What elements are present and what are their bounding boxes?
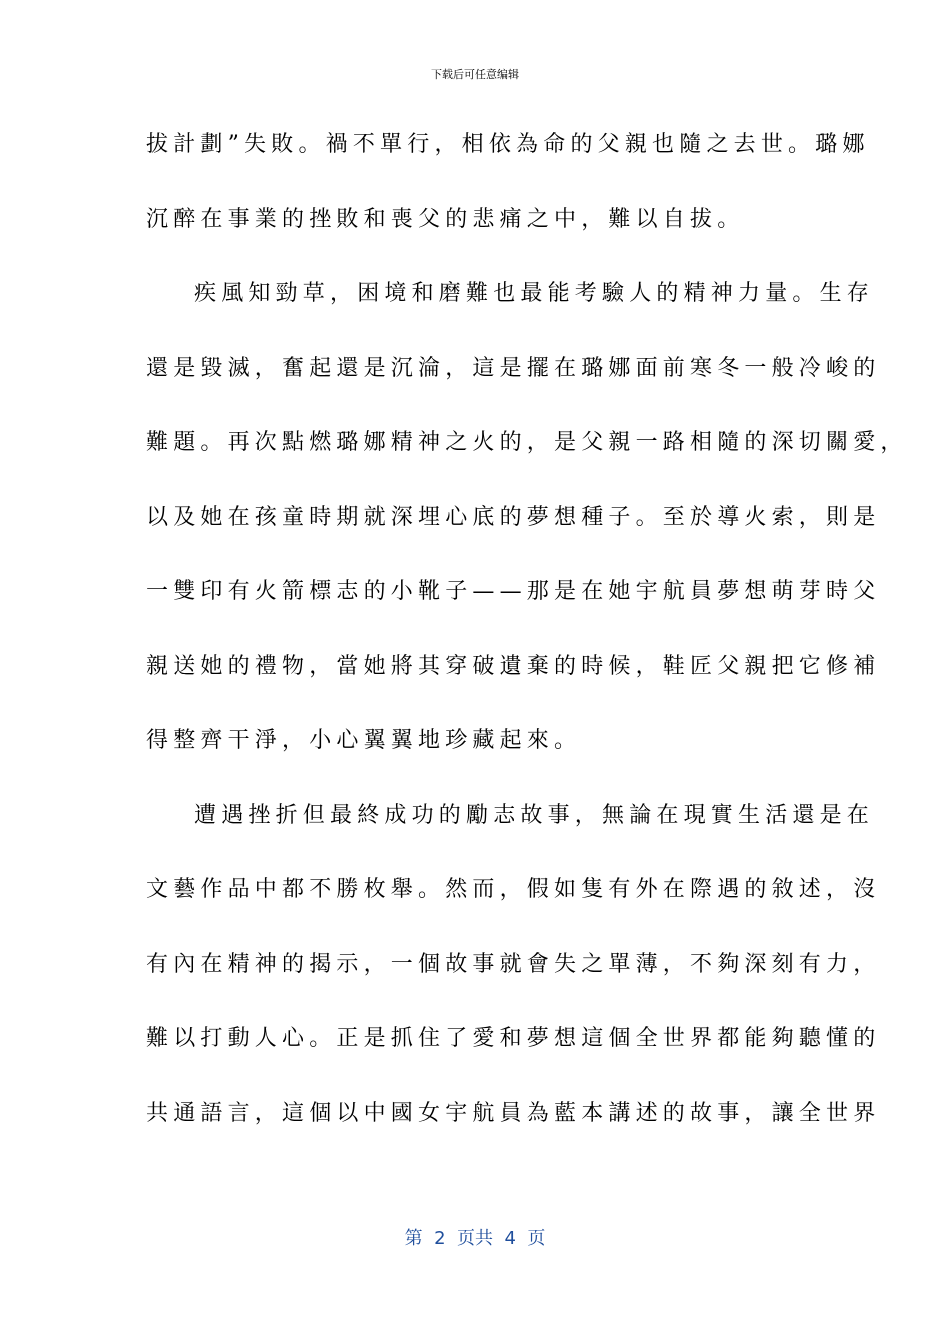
page-number-label: 第 2 页共 4 页 (404, 1228, 546, 1249)
page-header: 下载后可任意编辑 (431, 68, 519, 81)
text-line: 共通語言，這個以中國女宇航員為藍本講述的故事，讓全世界 (146, 1100, 881, 1126)
paragraph-start-line: 疾風知勁草，困境和磨難也最能考驗人的精神力量。生存 (194, 281, 875, 306)
text-line: 親送她的禮物，當她將其穿破遺棄的時候，鞋匠父親把它修補 (146, 653, 881, 679)
text-line: 難題。再次點燃璐娜精神之火的，是父親一路相隨的深切關愛， (146, 430, 908, 455)
text-line: 有內在精神的揭示，一個故事就會失之單薄，不夠深刻有力， (146, 951, 881, 977)
text-line: 以及她在孩童時期就深埋心底的夢想種子。至於導火索，則是 (146, 504, 881, 530)
text-line: 文藝作品中都不勝枚舉。然而，假如隻有外在際遇的敘述，沒 (146, 877, 881, 902)
text-line: 還是毀滅，奮起還是沉淪，這是擺在璐娜面前寒冬一般冷峻的 (146, 355, 881, 381)
text-line: 難以打動人心。正是抓住了愛和夢想這個全世界都能夠聽懂的 (146, 1026, 881, 1051)
text-line: 沉醉在事業的挫敗和喪父的悲痛之中，難以自拔。 (146, 206, 745, 232)
paragraph-start-line: 遭遇挫折但最終成功的勵志故事，無論在現實生活還是在 (194, 802, 875, 828)
text-line: 拔計劃”失敗。禍不單行，相依為命的父親也隨之去世。璐娜 (146, 132, 870, 157)
text-line: 一雙印有火箭標志的小靴子——那是在她宇航員夢想萌芽時父 (146, 579, 881, 604)
document-body (146, 120, 908, 1163)
page-footer (0, 1226, 950, 1252)
text-line: 得整齊干淨，小心翼翼地珍藏起來。 (146, 728, 582, 753)
